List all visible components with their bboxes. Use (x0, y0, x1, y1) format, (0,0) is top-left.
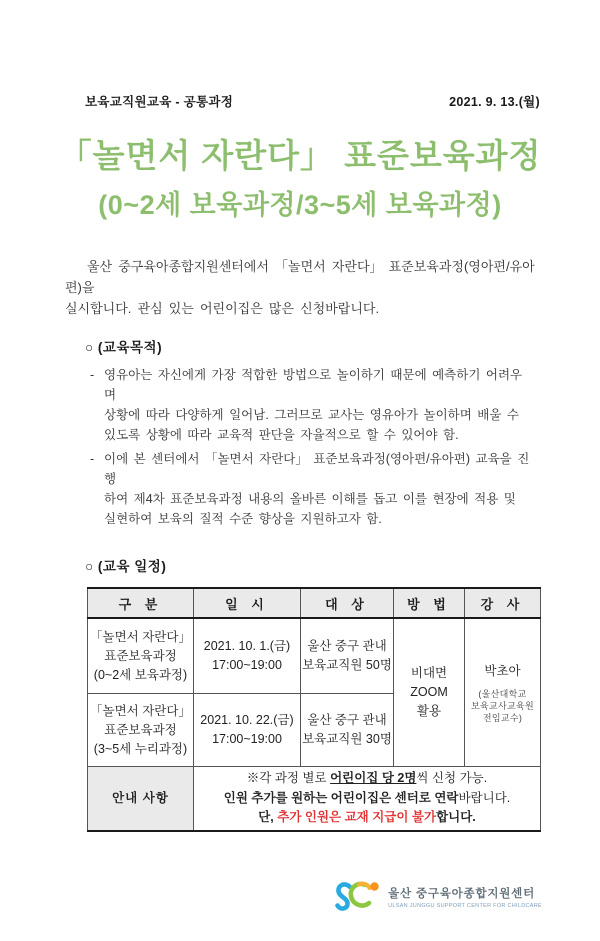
bullet-marker: - (90, 452, 95, 466)
bullet-text (104, 365, 530, 445)
column-header-datetime: 일 시 (194, 588, 301, 618)
doc-title: 「놀면서 자란다」 표준보육과정 (58, 137, 542, 174)
notice-line-2: 인원 추가를 원하는 어린이집은 센터로 연락바랍니다. (223, 790, 511, 805)
list-item (90, 449, 530, 529)
bullet-line: 실현하여 보육의 질적 수준 향상을 지원하고자 함. (104, 512, 382, 526)
bullet-line: 이에 본 센터에서 「놀면서 자란다」 표준보육과정(영아편/유아편) 교육을 진행 (104, 452, 530, 486)
cell-datetime: 2021. 10. 1.(금) 17:00~19:00 (194, 618, 301, 694)
doc-category: 보육교직원교육 - 공통과정 (85, 95, 234, 109)
footer-org-names (388, 885, 542, 909)
schedule-table (87, 587, 541, 832)
notice-emphasis: 어린이집 당 2명 (330, 771, 417, 785)
intro-line-2: 실시합니다. 관심 있는 어린이집은 많은 신청바랍니다. (65, 301, 380, 316)
notice-label: 안내 사항 (88, 767, 194, 831)
doc-date: 2021. 9. 13.(월) (449, 95, 540, 109)
instructor-name: 박초아 (484, 663, 521, 678)
footer-branding (335, 878, 542, 916)
bullet-line: 영유아는 자신에게 가장 적합한 방법으로 놀이하기 때문에 예측하기 어려우며 (104, 368, 523, 402)
document-page (0, 92, 600, 941)
notice-body (194, 767, 541, 831)
cell-datetime: 2021. 10. 22.(금) 17:00~19:00 (194, 694, 301, 767)
intro-line-1: 울산 중구육아종합지원센터에서 「놀면서 자란다」 표준보육과정(영아편/유아편)을 (65, 259, 535, 295)
cell-category: 「놀면서 자란다」 표준보육과정 (3~5세 누리과정) (88, 694, 194, 767)
cell-target: 울산 중구 관내 보육교직원 30명 (301, 694, 394, 767)
doc-subtitle: (0~2세 보육과정/3~5세 보육과정) (98, 190, 502, 220)
table-row (88, 618, 541, 694)
cell-category: 「놀면서 자란다」 표준보육과정 (0~2세 보육과정) (88, 618, 194, 694)
column-header-target: 대 상 (301, 588, 394, 618)
column-header-category: 구 분 (88, 588, 194, 618)
column-header-instructor: 강 사 (465, 588, 541, 618)
section-heading-purpose: ○ (교육목적) (85, 340, 163, 355)
column-header-method: 방 법 (394, 588, 465, 618)
bullet-marker: - (90, 368, 95, 382)
notice-row (88, 767, 541, 831)
cell-instructor (465, 618, 541, 767)
purpose-bullet-list (90, 365, 530, 529)
bullet-line: 하여 제4차 표준보육과정 내용의 올바른 이해를 돕고 이를 현장에 적용 및 (104, 492, 516, 506)
bullet-line: 상황에 따라 다양하게 일어남. 그러므로 교사는 영유아가 놀이하며 배울 수 (104, 408, 519, 422)
instructor-affiliation: (울산대학교 보육교사교육원 전임교수) (471, 688, 534, 723)
notice-red-warning: 추가 인원은 교재 지급이 불가 (277, 810, 437, 824)
cell-method: 비대면 ZOOM 활용 (394, 618, 465, 767)
org-name-korean: 울산 중구육아종합지원센터 (388, 888, 535, 900)
center-logo-icon (335, 878, 381, 916)
list-item (90, 365, 530, 445)
doc-meta-header (85, 92, 540, 110)
intro-paragraph (65, 256, 540, 319)
notice-line-1: ※각 과정 별로 어린이집 당 2명씩 신청 가능. (246, 771, 488, 785)
cell-target: 울산 중구 관내 보육교직원 50명 (301, 618, 394, 694)
notice-line-3: 단, 추가 인원은 교재 지급이 불가합니다. (258, 810, 476, 824)
table-header-row (88, 588, 541, 618)
section-heading-schedule: ○ (교육 일정) (85, 559, 167, 574)
org-name-english: ULSAN JUNGGU SUPPORT CENTER FOR CHILDCARE (388, 903, 542, 909)
bullet-line: 있도록 상황에 따라 교육적 판단을 자율적으로 할 수 있어야 함. (104, 428, 459, 442)
bullet-text (104, 449, 530, 529)
